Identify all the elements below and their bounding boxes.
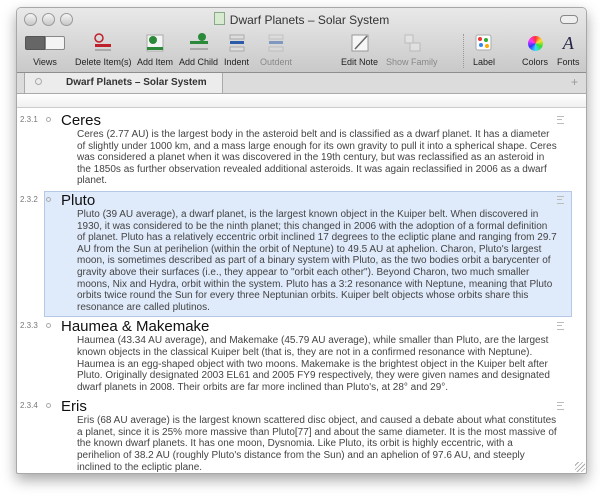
toolbar	[17, 30, 586, 72]
document-icon	[214, 12, 225, 25]
row-note[interactable]: Eris (68 AU average) is the largest known scattered disc object, and caused a debate about what constitutes a planet, since it is 25% more massive than Pluto[77] and about the same diameter. It is the most massive of the known dwarf planets. It has one moon, Dysnomia. Like Pluto, its orbit is highly eccentric, with a perihelion of 38.2 AU (roughly Pluto's distance from the Sun) and an aphelion of 97.6 AU, and steeply inclined to the ecliptic plane.	[77, 415, 557, 473]
tab-bar	[17, 73, 586, 94]
window-title: Dwarf Planets – Solar System	[17, 12, 586, 27]
label-icon	[473, 32, 495, 54]
note-icon[interactable]	[557, 322, 564, 330]
show-family-button[interactable]: Show Family	[386, 32, 438, 67]
views-button[interactable]: Views	[25, 32, 65, 67]
outline-row[interactable]	[17, 397, 586, 474]
toolbar-toggle-button[interactable]	[560, 15, 578, 24]
row-note[interactable]: Ceres (2.77 AU) is the largest body in the asteroid belt and is classified as a dwarf planet. It has a diameter of slightly under 1000 km, and a mass large enough for its own gravity to pull it into a spherical shape. Ceres was considered a planet when it was discovered in the 19th century, but was reclassified as an asteroid in the 1850s as further observation revealed additional asteroids. It was again reclassified in 2006 as a dwarf planet.	[77, 129, 557, 187]
outdent-icon	[260, 32, 292, 54]
row-handle-icon[interactable]	[46, 197, 51, 202]
add-item-button[interactable]: Add Item	[137, 32, 173, 67]
row-handle-icon[interactable]	[46, 117, 51, 122]
edit-note-icon	[341, 32, 378, 54]
add-child-icon	[179, 32, 218, 54]
row-title[interactable]: Ceres	[61, 112, 102, 129]
row-note[interactable]: Haumea (43.34 AU average), and Makemake (45.79 AU average), while smaller than Pluto, are the largest known objects in the classical Kuiper belt (that is, they are not in a confirmed resonance with Neptune). Haumea is an egg-shaped object with two moons. Makemake is the brightest object in the Kuiper belt after Pluto. Originally designated 2003 EL61 and 2005 FY9 respectively, they were given names and designated dwarf planets in 2008. Their orbits are far more inclined than Pluto's, at 28° and 29°.	[77, 335, 550, 393]
outdent-button[interactable]: Outdent	[260, 32, 292, 67]
tab-status-icon	[35, 78, 42, 85]
outline-row[interactable]	[17, 111, 586, 191]
delete-items-button[interactable]: Delete Item(s)	[75, 32, 132, 67]
row-title[interactable]: Haumea & Makemake	[61, 318, 210, 336]
outline-row[interactable]	[17, 317, 586, 397]
add-tab-button[interactable]: +	[570, 75, 578, 89]
edit-note-button[interactable]: Edit Note	[341, 32, 378, 67]
row-title[interactable]: Eris	[61, 398, 87, 416]
title-bar	[17, 8, 586, 73]
fonts-button[interactable]: A Fonts	[557, 32, 580, 67]
row-handle-icon[interactable]	[46, 403, 51, 408]
colors-button[interactable]: Colors	[522, 32, 548, 67]
row-number: 2.3.1	[20, 115, 38, 124]
app-window	[16, 7, 587, 474]
column-header	[17, 94, 586, 108]
add-child-button[interactable]: Add Child	[179, 32, 218, 67]
row-note[interactable]: Pluto (39 AU average), a dwarf planet, is the largest known object in the Kuiper belt. When discovered in 1930, it was considered to be the ninth planet; this changed in 2006 with the adoption of a formal definition of planet. Pluto has a relatively eccentric orbit inclined 17 degrees to the ecliptic plane and ranging from 29.7 AU from the Sun at perihelion (within the orbit of Neptune) to 49.5 AU at aphelion. Charon, Pluto's largest moon, is sometimes described as part of a binary system with Pluto, as the two bodies orbit a barycenter of gravity above their surfaces (i.e., they appear to "orbit each other"). Beyond Charon, two much smaller moons, Nix and Hydra, orbit within the system. Pluto has a 3:2 resonance with Neptune, meaning that Pluto orbits twice round the Sun for every three Neptunian orbits. Kuiper belt objects whose orbits share this resonance are called plutinos.	[77, 208, 557, 313]
tab-dwarf-planets[interactable]: Dwarf Planets – Solar System	[24, 73, 223, 94]
row-number: 2.3.4	[20, 401, 38, 411]
row-number: 2.3.2	[20, 194, 38, 204]
delete-item-icon	[75, 32, 132, 54]
note-icon[interactable]	[557, 116, 564, 124]
indent-button[interactable]: Indent	[224, 32, 249, 67]
note-icon[interactable]	[557, 196, 564, 204]
label-button[interactable]: Label	[473, 32, 495, 67]
outline-view	[17, 108, 586, 474]
color-wheel-icon	[522, 32, 548, 54]
row-number: 2.3.3	[20, 321, 38, 331]
row-handle-icon[interactable]	[46, 323, 51, 328]
note-icon[interactable]	[557, 402, 564, 410]
outline-row[interactable]	[17, 191, 586, 317]
toolbar-separator	[463, 34, 464, 68]
row-title[interactable]: Pluto	[61, 191, 96, 209]
indent-icon	[224, 32, 249, 54]
resize-handle[interactable]	[575, 462, 585, 472]
views-segmented-icon	[25, 32, 65, 54]
add-item-icon	[137, 32, 173, 54]
show-family-icon	[386, 32, 438, 54]
fonts-icon: A	[562, 32, 574, 53]
